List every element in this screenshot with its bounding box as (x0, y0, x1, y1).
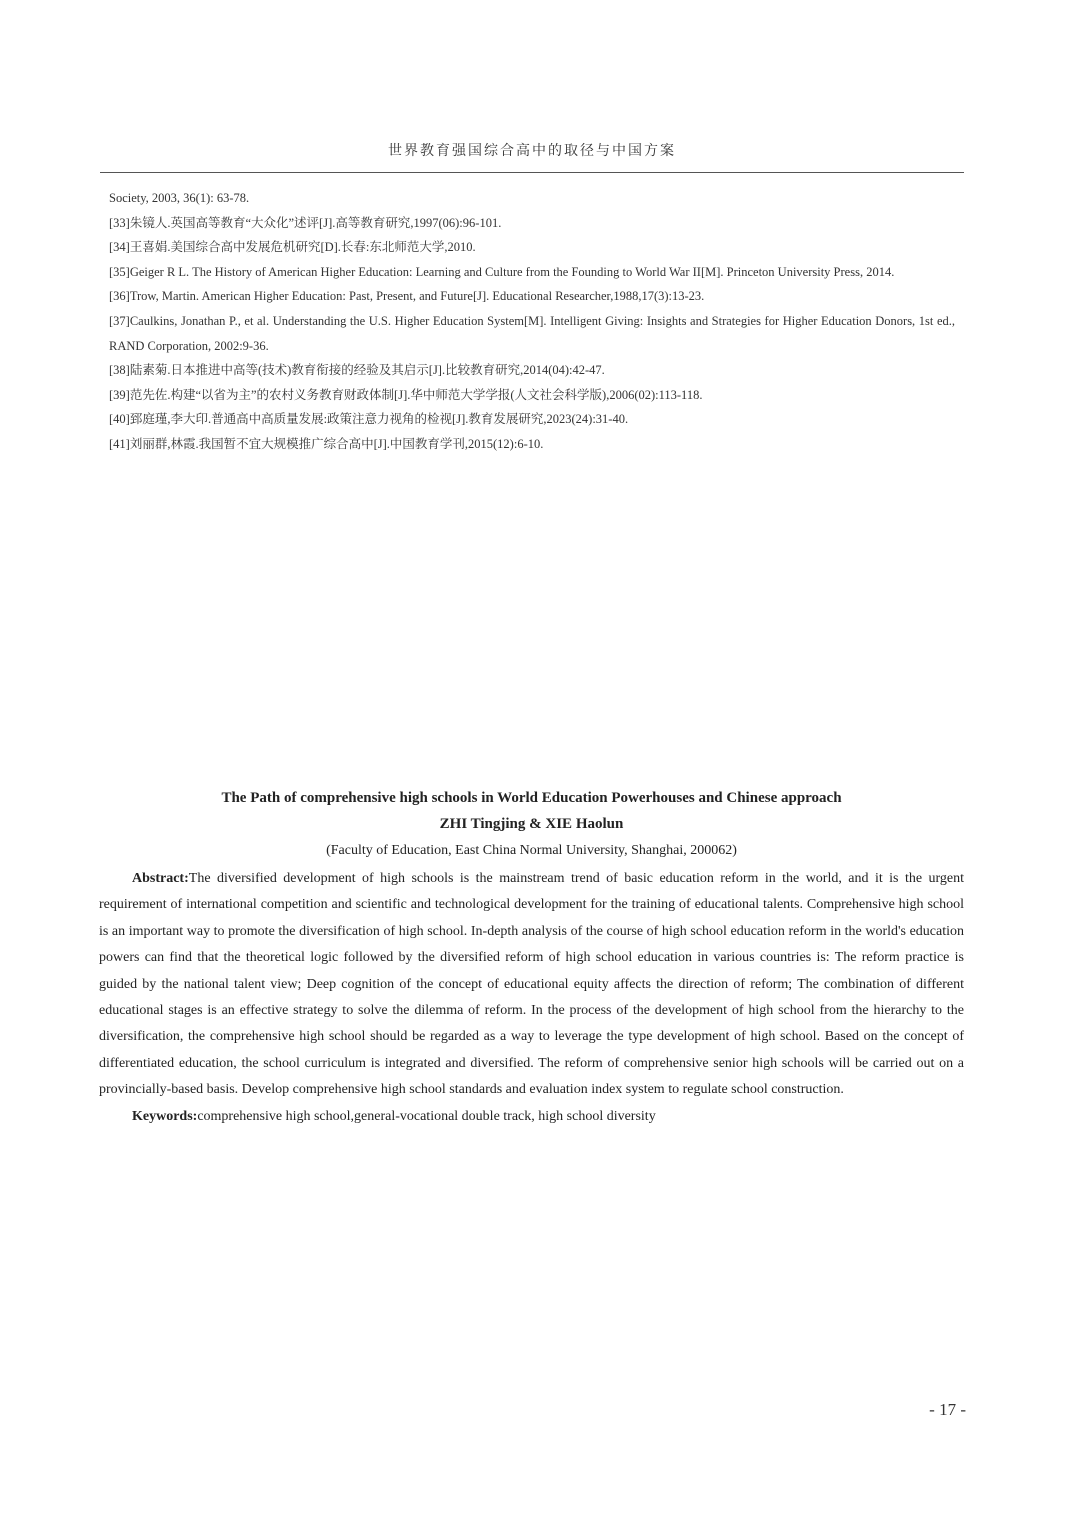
reference-item: [37]Caulkins, Jonathan P., et al. Understanding the U.S. Higher Education System[M]. Intelligent Giving: Insights and Strategies for Higher Education Donors, 1st ed., RAND Corporation, 2002:9-36. (109, 313, 955, 353)
english-abstract-block (99, 786, 964, 1130)
reference-item: [41]刘丽群,林霞.我国暂不宜大规模推广综合高中[J].中国教育学刊,2015(12):6-10. (109, 436, 544, 451)
keywords-paragraph (99, 1104, 964, 1130)
abstract-text: The diversified development of high schools is the mainstream trend of basic education reform in the world, and it is the urgent requirement of international competition and scientific and technological development for the training of educational talents. Comprehensive high school is an important way to promote the diversification of high school. In-depth analysis of the course of high school education reform in the world's education powers can find that the theoretical logic followed by the diversified reform of high school education in various countries is: The reform practice is guided by the national talent view; Deep cognition of the concept of educational equity affects the direction of reform; The combination of different educational stages is an effective strategy to solve the dilemma of reform. In the process of the development of high school from the hierarchy to the diversification, the comprehensive high school should be regarded as a way to leverage the type development of high school. Based on the concept of differentiated education, the school curriculum is integrated and diversified. The reform of comprehensive senior high schools will be carried out on a provincially-based basis. Develop comprehensive high school standards and evaluation index system to regulate school construction. (99, 871, 964, 1098)
page-number: - 17 - (929, 1400, 966, 1419)
english-authors: ZHI Tingjing & XIE Haolun (439, 816, 624, 832)
reference-item: [36]Trow, Martin. American Higher Education: Past, Present, and Future[J]. Educational Researcher,1988,17(3):13-23. (109, 289, 705, 304)
abstract-label: Abstract: (132, 871, 189, 886)
english-title: The Path of comprehensive high schools in World Education Powerhouses and Chinese approach (221, 790, 842, 806)
reference-item: [35]Geiger R L. The History of American Higher Education: Learning and Culture from the Founding to World War II[M]. Princeton University Press, 2014. (109, 264, 895, 279)
english-affiliation: (Faculty of Education, East China Normal University, Shanghai, 200062) (326, 843, 737, 858)
keywords-label: Keywords: (132, 1108, 198, 1124)
reference-item: [38]陆素菊.日本推进中高等(技术)教育衔接的经验及其启示[J].比较教育研究,2014(04):42-47. (109, 363, 605, 378)
reference-item: [39]范先佐.构建“以省为主”的农村义务教育财政体制[J].华中师范大学学报(人文社会科学版),2006(02):113-118. (109, 387, 703, 402)
reference-item: Society, 2003, 36(1): 63-78. (109, 191, 250, 205)
abstract-paragraph (99, 866, 964, 1104)
reference-item: [40]郅庭瑾,李大印.普通高中高质量发展:政策注意力视角的检视[J].教育发展研究,2023(24):31-40. (109, 412, 629, 427)
running-header: 世界教育强国综合高中的取径与中国方案 (388, 143, 676, 159)
reference-item: [33]朱镜人.英国高等教育“大众化”述评[J].高等教育研究,1997(06):96-101. (109, 215, 502, 230)
reference-item: [34]王喜娟.美国综合高中发展危机研究[D].长春:东北师范大学,2010. (109, 240, 476, 255)
reference-list (109, 186, 955, 457)
header-rule (100, 172, 964, 173)
keywords-text: comprehensive high school,general-vocational double track, high school diversity (197, 1108, 656, 1124)
